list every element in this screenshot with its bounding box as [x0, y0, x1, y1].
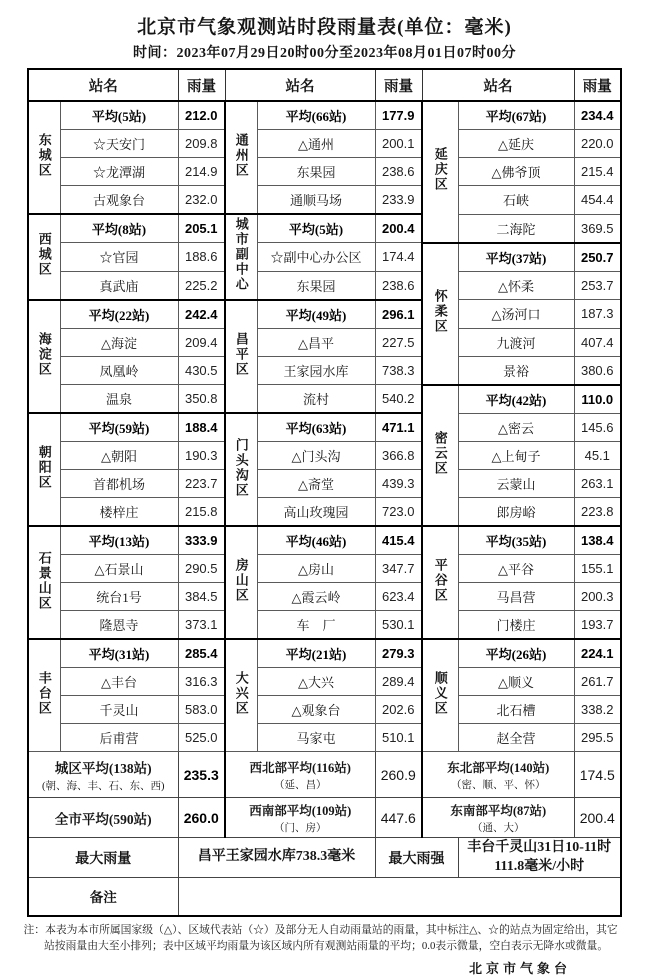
district-name: 城市副中心 [233, 217, 249, 293]
city-average-row [28, 752, 621, 798]
district-name: 延庆区 [432, 147, 448, 193]
district-name: 怀柔区 [432, 289, 448, 334]
station-name-cell: △房山 [257, 555, 375, 583]
northeast-average-districts: （密、顺、平、怀） [451, 779, 546, 791]
rain-value-cell: 333.9 [178, 526, 225, 555]
district-label [28, 526, 60, 639]
rain-value-cell: 188.6 [178, 243, 225, 272]
rain-value-cell: 202.6 [375, 696, 422, 724]
table-row [28, 130, 621, 158]
station-name-cell: 平均(46站) [257, 526, 375, 555]
rain-value-cell: 232.0 [178, 186, 225, 215]
max-rain-row [28, 838, 621, 878]
summary-section [28, 752, 621, 916]
rain-value-cell: 215.8 [178, 498, 225, 527]
all-city-average-row [28, 798, 621, 838]
rain-value-cell: 471.1 [375, 413, 422, 442]
rain-value-cell: 145.6 [574, 413, 621, 442]
northwest-average-label: 西北部平均(116站) [249, 760, 351, 775]
rain-value-cell: 369.5 [574, 214, 621, 243]
table-row [28, 668, 621, 696]
station-name-cell: 古观象台 [60, 186, 178, 215]
rain-value-cell: 250.7 [574, 243, 621, 272]
rain-value-cell: 366.8 [375, 442, 422, 470]
station-name-cell: 平均(66站) [257, 101, 375, 130]
rain-value-cell: 155.1 [574, 555, 621, 583]
table-row [28, 724, 621, 752]
district-label [28, 101, 60, 214]
table-row [28, 214, 621, 243]
station-name-cell: 马昌营 [458, 583, 574, 611]
table-row [28, 526, 621, 555]
station-name-cell: △延庆 [458, 130, 574, 158]
rain-value-cell: 220.0 [574, 130, 621, 158]
rain-value-cell: 253.7 [574, 271, 621, 300]
rain-value-cell: 623.4 [375, 583, 422, 611]
rain-value-cell: 316.3 [178, 668, 225, 696]
rainfall-table [27, 68, 622, 917]
station-name-cell: 平均(37站) [458, 243, 574, 272]
rain-value-cell: 525.0 [178, 724, 225, 752]
rain-value-cell: 350.8 [178, 385, 225, 414]
district-name: 东城区 [36, 133, 52, 178]
city-average-label: 城区平均(138站) [54, 760, 152, 776]
southwest-average-label: 西南部平均(109站) [249, 803, 352, 818]
rain-value-cell: 227.5 [375, 328, 422, 356]
district-label [225, 639, 257, 752]
rain-value-cell: 214.9 [178, 158, 225, 186]
table-row [28, 186, 621, 215]
station-name-cell: △昌平 [257, 328, 375, 356]
northeast-average-label-cell [422, 752, 574, 798]
northeast-average-value: 174.5 [574, 752, 621, 798]
city-average-label-cell [28, 752, 178, 798]
station-name-cell: △门头沟 [257, 442, 375, 470]
district-name: 昌平区 [233, 331, 249, 377]
rain-value-cell: 510.1 [375, 724, 422, 752]
southwest-average-label-cell [225, 798, 375, 838]
station-name-cell: 北石槽 [458, 696, 574, 724]
remark-row [28, 878, 621, 916]
rain-value-cell: 454.4 [574, 186, 621, 215]
district-name: 门头沟区 [233, 437, 249, 498]
rain-value-cell: 209.8 [178, 130, 225, 158]
station-name-cell: 马家屯 [257, 724, 375, 752]
table-row [28, 639, 621, 668]
max-rain-label: 最大雨量 [28, 838, 178, 878]
station-name-cell: ☆龙潭湖 [60, 158, 178, 186]
rain-value-cell: 540.2 [375, 385, 422, 414]
district-label [28, 413, 60, 526]
rain-value-cell: 188.4 [178, 413, 225, 442]
table-row [28, 328, 621, 356]
rain-value-cell: 190.3 [178, 442, 225, 470]
district-name: 朝阳区 [36, 445, 52, 490]
district-label [28, 639, 60, 752]
rain-value-cell: 439.3 [375, 470, 422, 498]
station-data-grid [28, 101, 621, 752]
rain-value-cell: 209.4 [178, 328, 225, 356]
district-label [422, 243, 458, 385]
rain-value-cell: 187.3 [574, 300, 621, 329]
rain-value-cell: 430.5 [178, 356, 225, 385]
station-name-cell: 平均(21站) [257, 639, 375, 668]
rain-header-3: 雨量 [574, 69, 621, 101]
table-row [28, 555, 621, 583]
district-name: 密云区 [432, 430, 448, 476]
station-name-cell: 千灵山 [60, 696, 178, 724]
station-header-1: 站名 [28, 69, 178, 101]
station-name-cell: 平均(26站) [458, 639, 574, 668]
table-row [28, 356, 621, 385]
rain-value-cell: 224.1 [574, 639, 621, 668]
rain-value-cell: 193.7 [574, 611, 621, 640]
station-name-cell: △丰台 [60, 668, 178, 696]
district-name: 丰台区 [36, 671, 52, 716]
station-name-cell: 王家园水库 [257, 356, 375, 385]
table-row [28, 611, 621, 640]
city-average-value: 235.3 [178, 752, 225, 798]
rain-value-cell: 261.7 [574, 668, 621, 696]
station-name-cell: 隆恩寺 [60, 611, 178, 640]
header-row [28, 69, 621, 101]
rain-value-cell: 223.7 [178, 470, 225, 498]
station-name-cell: △平谷 [458, 555, 574, 583]
station-name-cell: 温泉 [60, 385, 178, 414]
station-name-cell: 真武庙 [60, 271, 178, 300]
district-name: 石景山区 [36, 550, 52, 611]
rain-value-cell: 530.1 [375, 611, 422, 640]
station-name-cell: 首都机场 [60, 470, 178, 498]
station-name-cell: 云蒙山 [458, 470, 574, 498]
station-name-cell: 平均(63站) [257, 413, 375, 442]
station-name-cell: 楼梓庄 [60, 498, 178, 527]
district-label [422, 101, 458, 243]
station-name-cell: 郎房峪 [458, 498, 574, 527]
station-header-2: 站名 [225, 69, 375, 101]
southwest-average-value: 447.6 [375, 798, 422, 838]
station-name-cell: △通州 [257, 130, 375, 158]
station-name-cell: 东果园 [257, 271, 375, 300]
district-name: 房山区 [233, 558, 249, 603]
station-name-cell: 平均(5站) [60, 101, 178, 130]
station-name-cell: 平均(13站) [60, 526, 178, 555]
southwest-average-districts: （门、房） [274, 822, 327, 834]
rain-header-2: 雨量 [375, 69, 422, 101]
table-row [28, 696, 621, 724]
station-name-cell: 高山玫瑰园 [257, 498, 375, 527]
district-label [28, 300, 60, 414]
rain-value-cell: 200.3 [574, 583, 621, 611]
table-row [28, 243, 621, 272]
southeast-average-label: 东南部平均(87站) [450, 803, 547, 818]
table-row [28, 300, 621, 329]
rain-value-cell: 738.3 [375, 356, 422, 385]
station-name-cell: 平均(35站) [458, 526, 574, 555]
station-name-cell: 车 厂 [257, 611, 375, 640]
district-label [422, 639, 458, 752]
rain-value-cell: 212.0 [178, 101, 225, 130]
station-name-cell: △怀柔 [458, 271, 574, 300]
southeast-average-districts: （通、大） [472, 822, 525, 834]
station-name-cell: 平均(8站) [60, 214, 178, 243]
station-name-cell: 平均(42站) [458, 385, 574, 414]
rain-value-cell: 263.1 [574, 470, 621, 498]
table-row [28, 470, 621, 498]
station-name-cell: △海淀 [60, 328, 178, 356]
station-name-cell: △石景山 [60, 555, 178, 583]
table-row [28, 385, 621, 414]
rain-value-cell: 290.5 [178, 555, 225, 583]
district-label [422, 526, 458, 639]
northwest-average-value: 260.9 [375, 752, 422, 798]
station-name-cell: 凤凰岭 [60, 356, 178, 385]
station-name-cell: △霞云岭 [257, 583, 375, 611]
district-label [225, 413, 257, 526]
southeast-average-label-cell [422, 798, 574, 838]
station-name-cell: 二海陀 [458, 214, 574, 243]
table-row [28, 271, 621, 300]
station-name-cell: △佛爷顶 [458, 158, 574, 186]
page-title: 北京市气象观测站时段雨量表(单位：毫米) [137, 17, 512, 38]
station-name-cell: 平均(59站) [60, 413, 178, 442]
rain-value-cell: 380.6 [574, 356, 621, 385]
station-name-cell: △上甸子 [458, 442, 574, 470]
station-name-cell: 赵全营 [458, 724, 574, 752]
station-header-3: 站名 [422, 69, 574, 101]
city-average-districts: (朝、海、丰、石、东、西) [42, 780, 165, 792]
rain-value-cell: 45.1 [574, 442, 621, 470]
rain-value-cell: 238.6 [375, 158, 422, 186]
max-rain-value: 昌平王家园水库738.3毫米 [178, 838, 375, 878]
time-range: 时间：2023年07月29日20时00分至2023年08月01日07时00分 [133, 46, 516, 61]
station-name-cell: ☆天安门 [60, 130, 178, 158]
station-name-cell: 通顺马场 [257, 186, 375, 215]
district-label [225, 214, 257, 300]
station-name-cell: ☆官园 [60, 243, 178, 272]
all-city-average-label-cell [28, 798, 178, 838]
rain-header-1: 雨量 [178, 69, 225, 101]
northwest-average-label-cell [225, 752, 375, 798]
footnote: 注：本表为本市所属国家级（△）、区域代表站（☆）及部分无人自动雨量站的雨量，其中标注△、☆的站点为固定给出，其它站按雨量由大至小排列；表中区域平均雨量为该区域内所有观测站雨量的平均；0.0表示微量，空白表示无降水或微量。 [23, 923, 618, 952]
rain-value-cell: 225.2 [178, 271, 225, 300]
rain-value-cell: 347.7 [375, 555, 422, 583]
rain-value-cell: 215.4 [574, 158, 621, 186]
station-name-cell: 统台1号 [60, 583, 178, 611]
rain-value-cell: 295.5 [574, 724, 621, 752]
table-row [28, 413, 621, 442]
max-intensity-label: 最大雨强 [375, 838, 458, 878]
station-name-cell: △观象台 [257, 696, 375, 724]
district-name: 通州区 [233, 133, 249, 178]
rain-value-cell: 242.4 [178, 300, 225, 329]
rain-value-cell: 110.0 [574, 385, 621, 414]
remark-label: 备注 [28, 878, 178, 916]
station-name-cell: △汤河口 [458, 300, 574, 329]
station-name-cell: △密云 [458, 413, 574, 442]
table-row [28, 158, 621, 186]
rain-value-cell: 223.8 [574, 498, 621, 527]
station-name-cell: 平均(49站) [257, 300, 375, 329]
max-intensity-value: 丰台千灵山31日10-11时 111.8毫米/小时 [458, 838, 621, 878]
all-city-average-value: 260.0 [178, 798, 225, 838]
rain-value-cell: 415.4 [375, 526, 422, 555]
station-name-cell: 景裕 [458, 356, 574, 385]
rain-value-cell: 238.6 [375, 271, 422, 300]
station-name-cell: 后甫营 [60, 724, 178, 752]
station-name-cell: △朝阳 [60, 442, 178, 470]
district-name: 平谷区 [432, 558, 448, 603]
rain-value-cell: 289.4 [375, 668, 422, 696]
rain-value-cell: 177.9 [375, 101, 422, 130]
station-name-cell: △斋堂 [257, 470, 375, 498]
table-row [28, 583, 621, 611]
district-name: 顺义区 [432, 671, 448, 716]
station-name-cell: 平均(22站) [60, 300, 178, 329]
station-name-cell: 平均(5站) [257, 214, 375, 243]
rain-value-cell: 384.5 [178, 583, 225, 611]
station-name-cell: 平均(31站) [60, 639, 178, 668]
rain-value-cell: 233.9 [375, 186, 422, 215]
rain-value-cell: 583.0 [178, 696, 225, 724]
remark-value-cell [178, 878, 621, 916]
signature: 北京市气象台 [468, 960, 571, 976]
rain-value-cell: 373.1 [178, 611, 225, 640]
table-header [28, 69, 621, 101]
station-name-cell: 九渡河 [458, 328, 574, 356]
district-label [422, 385, 458, 527]
all-city-average-label: 全市平均(590站) [54, 811, 152, 827]
southeast-average-value: 200.4 [574, 798, 621, 838]
table-row [28, 101, 621, 130]
rain-value-cell: 200.4 [375, 214, 422, 243]
northeast-average-label: 东北部平均(140站) [447, 760, 550, 775]
table-row [28, 442, 621, 470]
rain-value-cell: 285.4 [178, 639, 225, 668]
rain-value-cell: 234.4 [574, 101, 621, 130]
rain-value-cell: 723.0 [375, 498, 422, 527]
table-row [28, 498, 621, 527]
station-name-cell: 平均(67站) [458, 101, 574, 130]
district-name: 大兴区 [233, 671, 249, 716]
district-label [225, 101, 257, 214]
northwest-average-districts: （延、昌） [274, 779, 327, 791]
station-name-cell: 东果园 [257, 158, 375, 186]
rain-value-cell: 407.4 [574, 328, 621, 356]
station-name-cell: ☆副中心办公区 [257, 243, 375, 272]
district-label [28, 214, 60, 300]
rain-value-cell: 200.1 [375, 130, 422, 158]
rain-value-cell: 174.4 [375, 243, 422, 272]
rain-value-cell: 205.1 [178, 214, 225, 243]
station-name-cell: △顺义 [458, 668, 574, 696]
rain-value-cell: 338.2 [574, 696, 621, 724]
rain-value-cell: 296.1 [375, 300, 422, 329]
station-name-cell: △大兴 [257, 668, 375, 696]
district-label [225, 526, 257, 639]
rain-value-cell: 279.3 [375, 639, 422, 668]
station-name-cell: 流村 [257, 385, 375, 414]
station-name-cell: 石峡 [458, 186, 574, 215]
rain-value-cell: 138.4 [574, 526, 621, 555]
district-label [225, 300, 257, 414]
station-name-cell: 门楼庄 [458, 611, 574, 640]
district-name: 海淀区 [36, 331, 52, 377]
district-name: 西城区 [36, 232, 52, 278]
